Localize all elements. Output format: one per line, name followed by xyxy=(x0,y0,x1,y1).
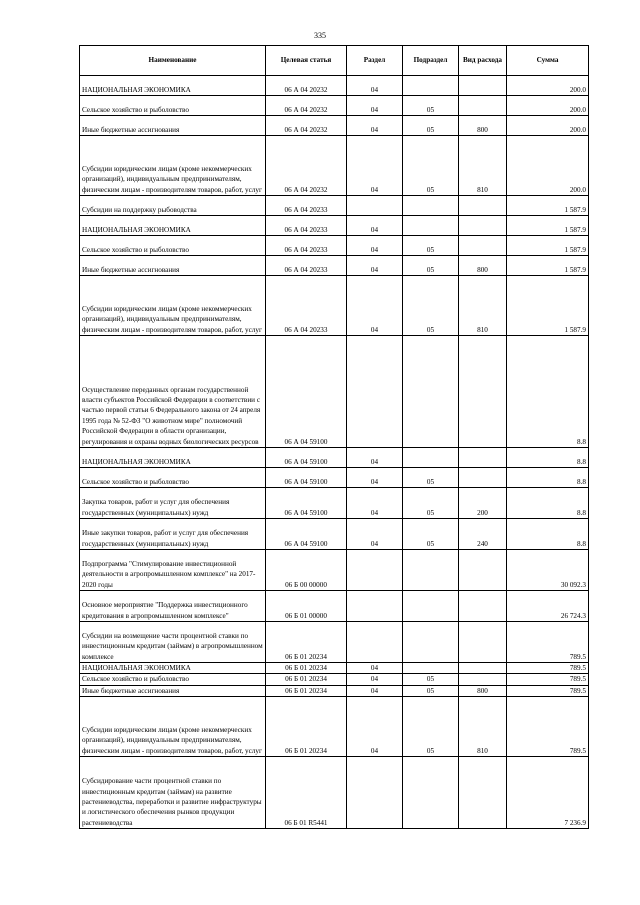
cell-amount: 1 587.9 xyxy=(507,216,589,236)
cell-amount: 789.5 xyxy=(507,697,589,757)
header-expense-type: Вид расхода xyxy=(459,46,507,76)
cell-amount: 1 587.9 xyxy=(507,236,589,256)
cell-article: 06 А 04 59100 xyxy=(266,519,347,550)
cell-expense-type xyxy=(459,674,507,685)
cell-section: 04 xyxy=(347,685,403,696)
cell-expense-type: 240 xyxy=(459,519,507,550)
cell-name: Сельское хозяйство и рыболовство xyxy=(80,674,266,685)
cell-expense-type xyxy=(459,468,507,488)
header-name: Наименование xyxy=(80,46,266,76)
table-row xyxy=(80,116,589,136)
cell-subsection xyxy=(403,336,459,448)
cell-subsection: 05 xyxy=(403,136,459,196)
header-article: Целевая статья xyxy=(266,46,347,76)
cell-subsection: 05 xyxy=(403,697,459,757)
cell-amount: 1 587.9 xyxy=(507,276,589,336)
cell-amount: 200.0 xyxy=(507,96,589,116)
cell-amount: 8.8 xyxy=(507,336,589,448)
cell-section: 04 xyxy=(347,276,403,336)
budget-table xyxy=(79,45,589,829)
cell-name: Иные бюджетные ассигнования xyxy=(80,685,266,696)
cell-article: 06 А 04 20232 xyxy=(266,96,347,116)
cell-subsection xyxy=(403,550,459,591)
cell-amount: 8.8 xyxy=(507,519,589,550)
cell-expense-type: 800 xyxy=(459,685,507,696)
cell-subsection xyxy=(403,76,459,96)
table-row xyxy=(80,674,589,685)
table-header-row xyxy=(80,46,589,76)
cell-section xyxy=(347,550,403,591)
cell-name: НАЦИОНАЛЬНАЯ ЭКОНОМИКА xyxy=(80,663,266,674)
cell-name: Иные бюджетные ассигнования xyxy=(80,116,266,136)
cell-name: Осуществление переданных органам государственной власти субъектов Российской Федерации в соответствии с частью первой статьи 6 Федерального закона от 24 апреля 1995 года № 52-ФЗ "О животном мире" полномочий Российской Федерации в области организации, регулирования и охраны водных биологических ресурсов xyxy=(80,336,266,448)
cell-article: 06 Б 01 20234 xyxy=(266,697,347,757)
cell-expense-type xyxy=(459,663,507,674)
cell-article: 06 А 04 20233 xyxy=(266,236,347,256)
table-row xyxy=(80,236,589,256)
table-row xyxy=(80,96,589,116)
cell-article: 06 А 04 20233 xyxy=(266,216,347,236)
cell-expense-type xyxy=(459,96,507,116)
cell-article: 06 А 04 59100 xyxy=(266,488,347,519)
cell-name: Иные бюджетные ассигнования xyxy=(80,256,266,276)
cell-subsection xyxy=(403,591,459,622)
cell-expense-type: 810 xyxy=(459,276,507,336)
cell-section xyxy=(347,196,403,216)
table-row xyxy=(80,591,589,622)
cell-article: 06 Б 01 00000 xyxy=(266,591,347,622)
cell-expense-type xyxy=(459,336,507,448)
cell-name: Иные закупки товаров, работ и услуг для обеспечения государственных (муниципальных) нужд xyxy=(80,519,266,550)
header-amount: Сумма xyxy=(507,46,589,76)
cell-subsection xyxy=(403,216,459,236)
cell-subsection xyxy=(403,196,459,216)
cell-subsection xyxy=(403,448,459,468)
table-row xyxy=(80,76,589,96)
cell-name: Субсидии юридическим лицам (кроме некоммерческих организаций), индивидуальным предпринимателям, физическим лицам - производителям товаров, работ, услуг xyxy=(80,276,266,336)
cell-article: 06 А 04 20232 xyxy=(266,116,347,136)
cell-expense-type: 810 xyxy=(459,697,507,757)
table-row xyxy=(80,196,589,216)
cell-section: 04 xyxy=(347,488,403,519)
cell-subsection: 05 xyxy=(403,674,459,685)
cell-section xyxy=(347,336,403,448)
cell-section: 04 xyxy=(347,448,403,468)
cell-name: Сельское хозяйство и рыболовство xyxy=(80,236,266,256)
cell-amount: 789.5 xyxy=(507,685,589,696)
cell-amount: 789.5 xyxy=(507,663,589,674)
cell-name: Субсидирование части процентной ставки по инвестиционным кредитам (займам) на развитие растениеводства, переработки и развитие инфраструктуры и логистического обеспечения рынков продукции растениеводства xyxy=(80,757,266,829)
cell-amount: 8.8 xyxy=(507,448,589,468)
cell-article: 06 А 04 59100 xyxy=(266,468,347,488)
cell-subsection: 05 xyxy=(403,236,459,256)
cell-subsection: 05 xyxy=(403,256,459,276)
cell-article: 06 Б 01 20234 xyxy=(266,674,347,685)
cell-expense-type: 200 xyxy=(459,488,507,519)
cell-section xyxy=(347,622,403,663)
cell-article: 06 А 04 20233 xyxy=(266,256,347,276)
cell-name: Подпрограмма "Стимулирование инвестиционной деятельности в агропромышленном комплексе" на 2017-2020 годы xyxy=(80,550,266,591)
table-row xyxy=(80,488,589,519)
cell-expense-type: 800 xyxy=(459,116,507,136)
cell-name: Субсидии юридическим лицам (кроме некоммерческих организаций), индивидуальным предпринимателям, физическим лицам - производителям товаров, работ, услуг xyxy=(80,136,266,196)
cell-amount: 30 092.3 xyxy=(507,550,589,591)
table-row xyxy=(80,550,589,591)
page-number: 335 xyxy=(314,31,326,40)
header-subsection: Подраздел xyxy=(403,46,459,76)
cell-amount: 1 587.9 xyxy=(507,256,589,276)
cell-article: 06 А 04 20232 xyxy=(266,76,347,96)
cell-section: 04 xyxy=(347,674,403,685)
cell-section xyxy=(347,757,403,829)
table-row xyxy=(80,697,589,757)
table-row xyxy=(80,136,589,196)
cell-expense-type: 800 xyxy=(459,256,507,276)
cell-section: 04 xyxy=(347,697,403,757)
cell-expense-type xyxy=(459,216,507,236)
table-row xyxy=(80,663,589,674)
cell-name: Сельское хозяйство и рыболовство xyxy=(80,96,266,116)
cell-article: 06 Б 01 R5441 xyxy=(266,757,347,829)
table-row xyxy=(80,276,589,336)
cell-subsection: 05 xyxy=(403,276,459,336)
table-row xyxy=(80,468,589,488)
cell-article: 06 А 04 59100 xyxy=(266,336,347,448)
cell-section: 04 xyxy=(347,116,403,136)
cell-section: 04 xyxy=(347,96,403,116)
cell-article: 06 Б 00 00000 xyxy=(266,550,347,591)
cell-name: НАЦИОНАЛЬНАЯ ЭКОНОМИКА xyxy=(80,76,266,96)
cell-amount: 200.0 xyxy=(507,116,589,136)
cell-name: Субсидии на поддержку рыбоводства xyxy=(80,196,266,216)
cell-article: 06 Б 01 20234 xyxy=(266,685,347,696)
table-row xyxy=(80,622,589,663)
cell-subsection xyxy=(403,622,459,663)
header-section: Раздел xyxy=(347,46,403,76)
cell-section: 04 xyxy=(347,136,403,196)
cell-subsection: 05 xyxy=(403,468,459,488)
cell-amount: 1 587.9 xyxy=(507,196,589,216)
cell-article: 06 Б 01 20234 xyxy=(266,622,347,663)
cell-name: Субсидии на возмещение части процентной ставки по инвестиционным кредитам (займам) в агропромышленном комплексе xyxy=(80,622,266,663)
cell-subsection xyxy=(403,757,459,829)
cell-name: Субсидии юридическим лицам (кроме некоммерческих организаций), индивидуальным предпринимателям, физическим лицам - производителям товаров, работ, услуг xyxy=(80,697,266,757)
cell-expense-type xyxy=(459,757,507,829)
cell-article: 06 Б 01 20234 xyxy=(266,663,347,674)
cell-expense-type xyxy=(459,448,507,468)
cell-subsection: 05 xyxy=(403,96,459,116)
table-row xyxy=(80,448,589,468)
table-row xyxy=(80,757,589,829)
cell-expense-type xyxy=(459,622,507,663)
cell-section: 04 xyxy=(347,468,403,488)
cell-article: 06 А 04 20233 xyxy=(266,276,347,336)
cell-name: Основное мероприятие "Поддержка инвестиционного кредитования в агропромышленном комплексе" xyxy=(80,591,266,622)
cell-section: 04 xyxy=(347,663,403,674)
cell-section: 04 xyxy=(347,256,403,276)
cell-section: 04 xyxy=(347,216,403,236)
cell-amount: 789.5 xyxy=(507,674,589,685)
table-row xyxy=(80,256,589,276)
cell-amount: 200.0 xyxy=(507,136,589,196)
cell-amount: 8.8 xyxy=(507,488,589,519)
table-row xyxy=(80,519,589,550)
cell-expense-type: 810 xyxy=(459,136,507,196)
cell-name: НАЦИОНАЛЬНАЯ ЭКОНОМИКА xyxy=(80,448,266,468)
cell-expense-type xyxy=(459,196,507,216)
cell-article: 06 А 04 20233 xyxy=(266,196,347,216)
cell-amount: 8.8 xyxy=(507,468,589,488)
cell-section: 04 xyxy=(347,76,403,96)
cell-expense-type xyxy=(459,236,507,256)
cell-section: 04 xyxy=(347,236,403,256)
cell-amount: 200.0 xyxy=(507,76,589,96)
cell-subsection: 05 xyxy=(403,519,459,550)
cell-section: 04 xyxy=(347,519,403,550)
cell-name: НАЦИОНАЛЬНАЯ ЭКОНОМИКА xyxy=(80,216,266,236)
cell-amount: 789.5 xyxy=(507,622,589,663)
cell-amount: 7 236.9 xyxy=(507,757,589,829)
table-row xyxy=(80,216,589,236)
cell-amount: 26 724.3 xyxy=(507,591,589,622)
cell-subsection: 05 xyxy=(403,116,459,136)
cell-article: 06 А 04 59100 xyxy=(266,448,347,468)
table-row xyxy=(80,336,589,448)
cell-name: Сельское хозяйство и рыболовство xyxy=(80,468,266,488)
cell-subsection: 05 xyxy=(403,488,459,519)
cell-expense-type xyxy=(459,591,507,622)
cell-subsection xyxy=(403,663,459,674)
cell-section xyxy=(347,591,403,622)
cell-name: Закупка товаров, работ и услуг для обеспечения государственных (муниципальных) нужд xyxy=(80,488,266,519)
cell-expense-type xyxy=(459,550,507,591)
cell-subsection: 05 xyxy=(403,685,459,696)
table-row xyxy=(80,685,589,696)
cell-article: 06 А 04 20232 xyxy=(266,136,347,196)
cell-expense-type xyxy=(459,76,507,96)
